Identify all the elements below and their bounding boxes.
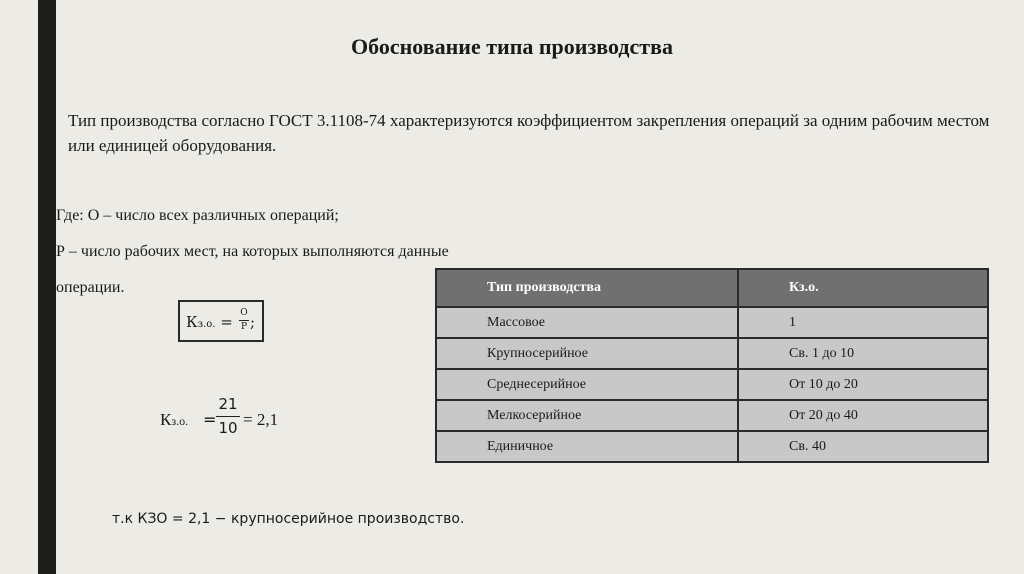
calc-subscript: з.о. <box>171 414 189 428</box>
calc-numerator: 21 <box>218 395 238 413</box>
calc-lhs <box>160 410 188 430</box>
table-row <box>436 431 988 462</box>
table-row <box>436 369 988 400</box>
table-cell: Среднесерийное <box>436 369 738 400</box>
production-type-table <box>435 268 989 463</box>
table-row <box>436 338 988 369</box>
table-cell: Св. 40 <box>738 431 988 462</box>
calc-denominator: 10 <box>218 419 238 437</box>
formula-numerator: О <box>240 308 248 318</box>
formula-semicolon: ; <box>250 313 256 331</box>
general-formula <box>178 300 264 342</box>
table-cell: Массовое <box>436 307 738 338</box>
fraction-bar <box>239 320 249 321</box>
intro-paragraph: Тип производства согласно ГОСТ 3.1108-74 характеризуются коэффициентом закрепления операций за одним рабочим местом или единицей оборудования. <box>68 111 990 155</box>
formula-fraction <box>239 308 249 333</box>
table-cell: От 20 до 40 <box>738 400 988 431</box>
page-title: Обоснование типа производства <box>351 34 673 59</box>
calc-symbol: К <box>160 410 172 429</box>
table-row <box>436 400 988 431</box>
calc-fraction <box>216 395 240 438</box>
formula-symbol: К <box>186 313 198 331</box>
formula-lhs <box>186 313 233 331</box>
table-cell: Крупносерийное <box>436 338 738 369</box>
definition-line: операции. <box>56 279 125 296</box>
fraction-bar <box>216 416 240 417</box>
calc-result: = 2,1 <box>243 410 279 429</box>
table-cell: Св. 1 до 10 <box>738 338 988 369</box>
table-header-row <box>436 269 988 307</box>
conclusion-text: т.к КЗО = 2,1 − крупносерийное производство. <box>112 511 465 527</box>
table-row <box>436 307 988 338</box>
column-header: Тип производства <box>436 269 738 307</box>
table-cell: От 10 до 20 <box>738 369 988 400</box>
column-header: Кз.о. <box>738 269 988 307</box>
table-cell: Мелкосерийное <box>436 400 738 431</box>
formula-equals: = <box>220 313 233 331</box>
formula-subscript: з.о. <box>197 319 216 330</box>
definition-line: Р – число рабочих мест, на которых выполняются данные <box>56 243 449 260</box>
definition-line: Где: О – число всех различных операций; <box>56 207 339 224</box>
side-accent-bar <box>38 0 56 574</box>
calc-equals: = <box>203 410 217 429</box>
formula-denominator: Р <box>240 322 248 332</box>
table-cell: Единичное <box>436 431 738 462</box>
table-cell: 1 <box>738 307 988 338</box>
